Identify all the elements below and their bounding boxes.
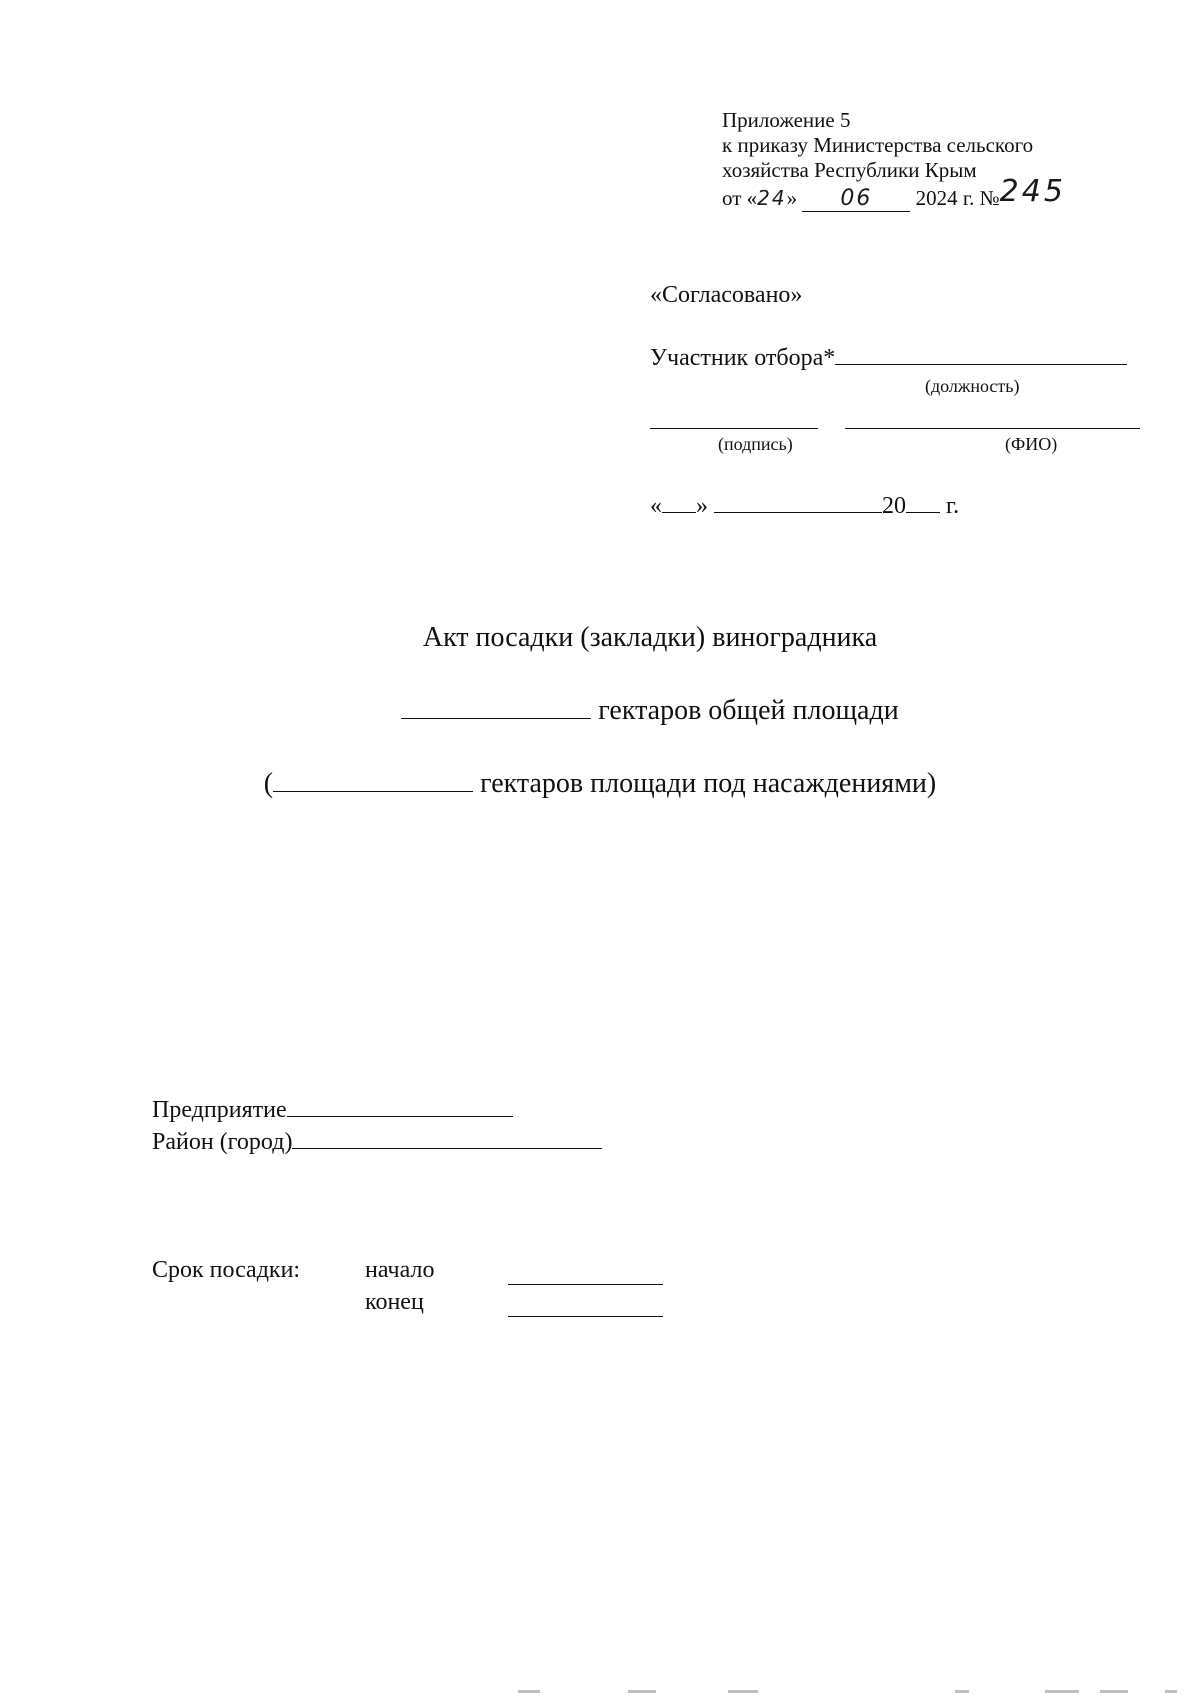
- district-label: Район (город): [152, 1129, 293, 1155]
- approval-month-field[interactable]: [714, 512, 882, 513]
- planted-area-open: (: [263, 768, 274, 799]
- annex-date-day: 24: [757, 186, 787, 210]
- annex-date-mid: »: [786, 186, 798, 210]
- annex-date-line: [722, 174, 1066, 212]
- annex-date-month-field: [802, 186, 910, 212]
- approval-year-field[interactable]: [906, 512, 940, 513]
- signature-field[interactable]: [650, 428, 818, 429]
- scan-artifact: [955, 1690, 969, 1693]
- planted-area-label: гектаров площади под насаждениями): [480, 768, 937, 799]
- approval-date-suffix: г.: [946, 493, 960, 519]
- enterprise-field[interactable]: [287, 1116, 513, 1117]
- planting-start-field[interactable]: [508, 1284, 663, 1285]
- annex-title: Приложение 5: [722, 108, 851, 132]
- planted-area-field[interactable]: [273, 791, 473, 792]
- scan-artifact: [628, 1690, 656, 1693]
- annex-order-number: 245: [999, 174, 1066, 209]
- planting-end-field[interactable]: [508, 1316, 663, 1317]
- signature-caption: (подпись): [718, 434, 793, 454]
- enterprise-line: [152, 1097, 513, 1124]
- participant-line: [650, 345, 1127, 372]
- district-line: [152, 1129, 602, 1156]
- total-area-label: гектаров общей площади: [598, 695, 899, 726]
- approval-heading: «Согласовано»: [650, 282, 803, 308]
- planting-start-label: начало: [365, 1257, 435, 1283]
- annex-header: [722, 108, 1066, 212]
- annex-date-year: 2024 г. №: [915, 186, 1000, 210]
- planting-end-label: конец: [365, 1289, 424, 1315]
- total-area-line: [0, 695, 1200, 727]
- annex-order-ref: к приказу Министерства сельского: [722, 133, 1034, 157]
- annex-date-prefix: от «: [722, 186, 758, 210]
- scan-artifact: [1165, 1690, 1177, 1693]
- district-field[interactable]: [292, 1148, 602, 1149]
- fio-field[interactable]: [845, 428, 1140, 429]
- enterprise-label: Предприятие: [152, 1097, 287, 1123]
- approval-date-close: »: [696, 493, 708, 519]
- scan-artifact: [1045, 1690, 1079, 1693]
- participant-position-field[interactable]: [835, 364, 1127, 365]
- total-area-field[interactable]: [401, 718, 591, 719]
- planting-period-label: Срок посадки:: [152, 1257, 301, 1283]
- approval-date-open: «: [650, 493, 662, 519]
- fio-caption: (ФИО): [1005, 434, 1058, 454]
- participant-label: Участник отбора*: [650, 345, 836, 371]
- position-caption: (должность): [925, 376, 1020, 396]
- annex-ministry: хозяйства Республики Крым: [722, 158, 977, 182]
- approval-date-century: 20: [882, 493, 906, 519]
- planted-area-line: [0, 768, 1200, 800]
- scan-artifact: [518, 1690, 540, 1693]
- act-title: Акт посадки (закладки) виноградника: [422, 622, 878, 653]
- scan-artifact: [1100, 1690, 1128, 1693]
- annex-date-month: 06: [840, 186, 873, 211]
- scan-artifact: [728, 1690, 758, 1693]
- approval-day-field[interactable]: [662, 512, 696, 513]
- approval-date-line: [650, 493, 959, 520]
